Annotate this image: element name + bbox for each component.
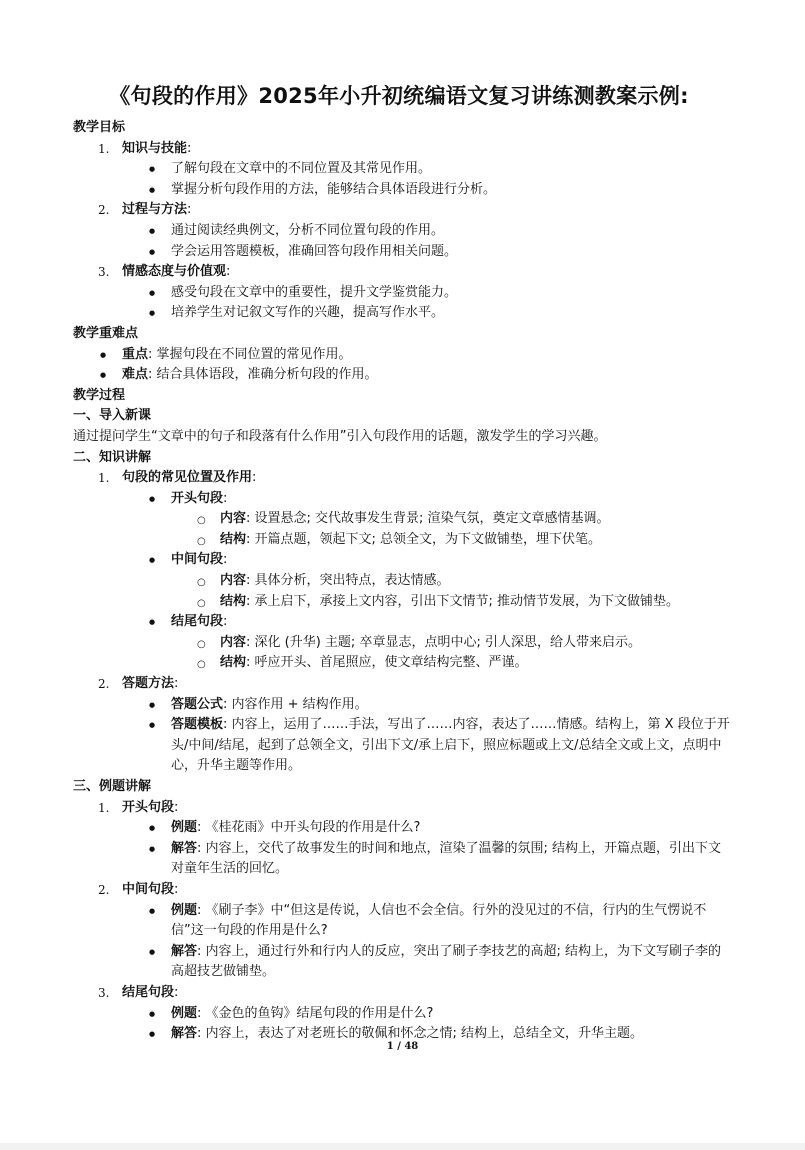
sub-bullet: [73, 633, 733, 654]
item-label: 开头句段: [122, 799, 175, 815]
sub-label: 结构: [220, 531, 247, 547]
list-bullet: [73, 839, 733, 880]
sub-text: : 呼应开头、首尾照应，使文章结构完整、严谨。: [246, 655, 528, 671]
bullet-label: 难点: [122, 367, 149, 383]
section-heading-goals: 教学目标: [73, 120, 126, 135]
goal-item: [73, 262, 733, 283]
item-suffix: :: [187, 140, 192, 156]
list-bullet: [73, 942, 733, 983]
item-label: 结尾句段: [122, 984, 175, 1000]
document-title: 《句段的作用》2025年小升初统编语文复习讲练测教案示例:: [109, 84, 689, 108]
bullet-label: 例题: [171, 820, 198, 836]
bullet-text: : 内容上，通过行外和行内人的反应，突出了刷子李技艺的高超; 结构上，为下文写刷子李的高超技艺做铺垫。: [171, 943, 722, 980]
paragraph-intro: 通过提问学生“文章中的句子和段落有什么作用”引入句段作用的话题，激发学生的学习兴趣。: [73, 428, 607, 444]
group-label: 开头句段: [171, 490, 224, 506]
item-label: 过程与方法: [122, 202, 188, 218]
bullet-text: : 结合具体语段，准确分析句段的作用。: [148, 367, 378, 383]
example-item: [73, 983, 733, 1004]
item-label: 情感态度与价值观: [122, 264, 227, 280]
sub-text: : 开篇点题，领起下文; 总领全文，为下文做铺垫，埋下伏笔。: [246, 531, 602, 547]
knowledge-item: [73, 674, 733, 695]
list-bullet: [73, 901, 733, 942]
section-heading-keypoints: 教学重难点: [73, 325, 139, 341]
item-suffix: :: [174, 676, 179, 692]
example-item: [73, 798, 733, 819]
bullet-text: : 《金色的鱼钩》结尾句段的作用是什么?: [197, 1005, 434, 1021]
bullet-text: : 内容上，交代了故事发生的时间和地点，渲染了温馨的氛围; 结构上，开篇点题，引出下文对童年生活的回忆。: [171, 840, 722, 877]
item-suffix: :: [226, 264, 231, 280]
item-number: 3.: [98, 265, 110, 280]
sub-label: 内容: [220, 511, 247, 527]
list-bullet: ● 掌握分析句段作用的方法，能够结合具体语段进行分析。: [73, 180, 733, 201]
sub-bullet: [73, 653, 733, 674]
item-suffix: :: [174, 984, 179, 1000]
section-heading-process: 教学过程: [73, 387, 126, 403]
sub-bullet: [73, 530, 733, 551]
sub-label: 内容: [220, 634, 247, 650]
group-suffix: :: [223, 552, 228, 568]
example-item: [73, 880, 733, 901]
item-number: 1.: [98, 471, 110, 486]
group-bullet: [73, 489, 733, 510]
list-bullet: ● 通过阅读经典例文，分析不同位置句段的作用。: [73, 221, 733, 242]
bullet-text: : 掌握句段在不同位置的常见作用。: [148, 346, 352, 362]
item-label: 中间句段: [122, 881, 175, 897]
goal-item: [73, 139, 733, 160]
item-suffix: :: [252, 470, 257, 486]
item-number: 3.: [98, 985, 110, 1000]
subsection-heading-knowledge: 二、知识讲解: [73, 449, 152, 465]
sub-bullet: [73, 571, 733, 592]
bullet-label: 解答: [171, 840, 198, 856]
bullet-text: : 《刷子李》中“但这是传说，人信也不会全信。行外的没见过的不信，行内的生气愣说不信”这一句段的作用是什么?: [171, 902, 707, 939]
item-number: 1.: [98, 800, 110, 815]
list-bullet: [73, 345, 733, 366]
list-bullet: ● 学会运用答题模板，准确回答句段作用相关问题。: [73, 242, 733, 263]
bullet-label: 解答: [171, 943, 198, 959]
list-bullet: [73, 715, 733, 777]
group-bullet: [73, 550, 733, 571]
group-label: 中间句段: [171, 552, 224, 568]
list-bullet: [73, 365, 733, 386]
group-suffix: :: [223, 614, 228, 630]
bullet-text: : 内容上，表达了对老班长的敬佩和怀念之情; 结构上，总结全文，升华主题。: [197, 1026, 644, 1042]
list-bullet: ● 感受句段在文章中的重要性，提升文学鉴赏能力。: [73, 283, 733, 304]
subsection-heading-intro: 一、导入新课: [73, 408, 152, 424]
list-bullet: ● 了解句段在文章中的不同位置及其常见作用。: [73, 159, 733, 180]
item-label: 答题方法: [122, 676, 175, 692]
bullet-text: : 内容作用 + 结构作用。: [223, 696, 368, 712]
list-bullet: [73, 818, 733, 839]
bullet-label: 例题: [171, 1005, 198, 1021]
bullet-label: 解答: [171, 1026, 198, 1042]
goal-item: [73, 200, 733, 221]
sub-label: 内容: [220, 573, 247, 589]
knowledge-item: [73, 468, 733, 489]
bullet-text: : 《桂花雨》中开头句段的作用是什么?: [197, 820, 421, 836]
group-label: 结尾句段: [171, 614, 224, 630]
item-number: 2.: [98, 203, 110, 218]
bullet-label: 例题: [171, 902, 198, 918]
group-suffix: :: [223, 490, 228, 506]
item-label: 知识与技能: [122, 140, 188, 156]
sub-bullet: [73, 509, 733, 530]
document-content: [73, 80, 733, 1045]
sub-label: 结构: [220, 655, 247, 671]
subsection-heading-examples: 三、例题讲解: [73, 779, 152, 794]
item-label: 句段的常见位置及作用: [122, 470, 253, 486]
item-suffix: :: [174, 881, 179, 897]
sub-text: : 深化 (升华) 主题; 卒章显志，点明中心; 引人深思，给人带来启示。: [246, 634, 641, 650]
group-bullet: [73, 612, 733, 633]
item-number: 2.: [98, 677, 110, 692]
sub-text: : 设置悬念; 交代故事发生背景; 渲染气氛，奠定文章感情基调。: [246, 511, 610, 527]
sub-text: : 承上启下，承接上文内容，引出下文情节; 推动情节发展，为下文做铺垫。: [246, 593, 680, 609]
list-bullet: [73, 1004, 733, 1025]
item-number: 1.: [98, 141, 110, 156]
list-bullet: [73, 695, 733, 716]
page-number: 1 / 48: [386, 1041, 419, 1052]
sub-label: 结构: [220, 593, 247, 609]
bullet-label: 重点: [122, 346, 149, 362]
item-number: 2.: [98, 882, 110, 897]
item-suffix: :: [174, 799, 179, 815]
bullet-label: 答题公式: [171, 696, 224, 712]
bullet-label: 答题模板: [171, 717, 224, 733]
sub-bullet: [73, 592, 733, 613]
bullet-text: : 内容上，运用了……手法，写出了……内容，表达了……情感。结构上，第 X 段位于开头/中间/结尾，起到了总领全文，引出下文/承上启下，照应标题或上文/总结全文或上文，点明中心，升华主题等作用。: [171, 717, 730, 774]
item-suffix: :: [187, 202, 192, 218]
sub-text: : 具体分析，突出特点，表达情感。: [246, 573, 450, 589]
list-bullet: ● 培养学生对记叙文写作的兴趣，提高写作水平。: [73, 303, 733, 324]
